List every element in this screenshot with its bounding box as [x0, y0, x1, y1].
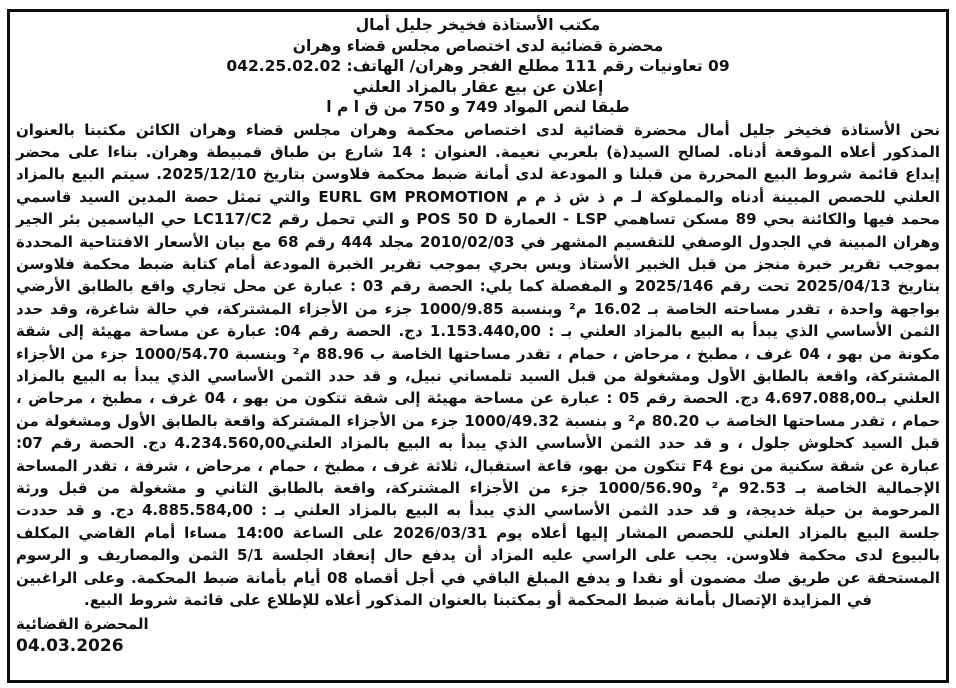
office-address-phone: 09 تعاونيات رقم 111 مطلع الفجر وهران/ الهاتف: 042.25.02.02 — [226, 57, 730, 75]
body-closing: وعلى الراغبين في المزايدة الإتصال بأمانة ضبط المحكمة أو بمكتبنا بالعنوان المذكور أعلاه للإطلاع على قائمة شروط البيع. — [16, 568, 872, 610]
office-name: مكتب الأستاذة فخيخر جليل أمال — [355, 16, 601, 34]
document-border — [7, 9, 949, 683]
document-footer — [16, 614, 940, 657]
body-intro: نحن الأستاذة فخيخر جليل أمال محضرة قضائية لدى اختصاص محكمة وهران مجلس قضاء وهران الكائن مكتبنا بالعنوان المذكور أعلاه الموقعة أدناه. لصالح السيد(ة) بلعربي نعيمة. العنوان : 14 شارع بن طباق قمبيطة وهران. بناءا على محضر إيداع قائمة شروط البيع المحررة من قبلنا و المودعة لدى أمانة ضبط محكمة فلاوسن بتاريخ 2025/12/10. سيتم البيع بالمزاد العلني للحصص المبينة أدناه والمملوكة لـ م ذ ش ذ م م EURL GM PROMOTION والتي تمثل حصة المدين السيد قاسمي محمد فيها والكائنة بحي 89 مسكن تساهمي LSP - العمارة POS 50 D و التي تحمل رقم LC117/C2 حي الياسمين بئر الجير وهران المبينة في الجدول الوصفي للتقسيم المشهر في 2010/02/03 مجلد 444 رقم 68 مع بيان الأسعار الافتتاحية المحددة بموجب تقرير خبرة منجز من قبل الخبير الأستاذ ويس بحري بموجب تقرير الخبرة المودعة أمام كتابة ضبط محكمة فلاوسن بتاريخ 2025/04/13 تحت رقم 2025/146 و المفصلة كما يلي: — [16, 120, 940, 296]
body-lot-03: الحصة رقم 03 : عبارة عن محل تجاري واقع بالطابق الأرضي بواجهة واحدة ، تقدر مساحته الخاصة بـ 16.02 م² وبنسبة 1000/9.85 جزء من الأجزاء المشتركة، في حالة شاغرة، وقد حدد الثمن الأساسي الذي يبدأ به البيع بالمزاد العلني بـ : 1.153.440,00 دج. — [16, 277, 941, 341]
body-payment-terms: يجب على الراسي عليه المزاد أن يدفع حال إنعقاد الجلسة 5/1 الثمن والمصاريف و الرسوم المستحقة عن طريق صك مضمون أو نقدا و يدفع المبلغ الباقي في أجل أقصاه 08 أيام بأمانة ضبط المحكمة. — [16, 546, 940, 587]
body-lot-07: الحصة رقم 07: عبارة عن شقة سكنية من نوع F4 تتكون من بهو، قاعة استقبال، ثلاثة غرف ، مطبخ ، حمام ، مرحاض ، شرفة ، تقدر المساحة الإجمالية الخاصة بـ 92.53 م² و1000/56.90 جزء من الأجزاء المشتركة، واقعة بالطابق الثاني و مشغولة من قبل ورثة المرحومة بن حيلة خديجة، و قد حدد الثمن الأساسي الذي يبدأ به البيع بالمزاد العلني بـ : 4.885.584,00 دج. — [16, 434, 940, 520]
document-header — [16, 15, 940, 118]
legal-basis: طبقا لنص المواد 749 و 750 من ق ا م ا — [326, 98, 630, 116]
body-lot-04: الحصة رقم 04: عبارة عن مساحة مهيئة إلى شقة مكونة من بهو ، 04 غرف ، مطبخ ، مرحاض ، حمام ، تقدر مساحتها الخاصة ب 88.96 م² وبنسبة 1000/54.70 جزء من الأجزاء المشتركة، واقعة بالطابق الأول ومشغولة من قبل السيد تلمساني نبيل، و قد حدد الثمن الأساسي الذي يبدأ به البيع بالمزاد العلني بـ4.697.088,00 دج. — [16, 322, 941, 408]
office-title: محضرة قضائية لدى اختصاص مجلس قضاء وهران — [292, 36, 664, 55]
signature-date: 04.03.2026 — [16, 636, 124, 657]
announcement-title: إعلان عن بيع عقار بالمزاد العلني — [352, 77, 604, 96]
body-auction-session: و قد حددت جلسة البيع بالمزاد العلني للحصص المشار إليها أعلاه يوم 2026/03/31 على الساعة 14:00 مساءا أمام القاضي المكلف بالبيوع لدى محكمة فلاوسن. — [16, 501, 940, 565]
announcement-body — [16, 119, 940, 612]
signature-title: المحضرة القضائية — [16, 615, 149, 634]
body-lot-05: الحصة رقم 05 : عبارة عن مساحة مهيئة إلى شقة تتكون من بهو ، 04 غرف ، مطبخ ، مرحاض ، حمام ، تقدر مساحتها الخاصة ب 80.20 م² و بنسبة 1000/49.32 جزء من الأجزاء المشتركة واقعة بالطابق الأول ومشغولة من قبل السيد كحلوش جلول ، و قد حدد الثمن الأساسي الذي يبدأ به البيع بالمزاد العلني4.234.560,00 دج. — [16, 389, 940, 453]
